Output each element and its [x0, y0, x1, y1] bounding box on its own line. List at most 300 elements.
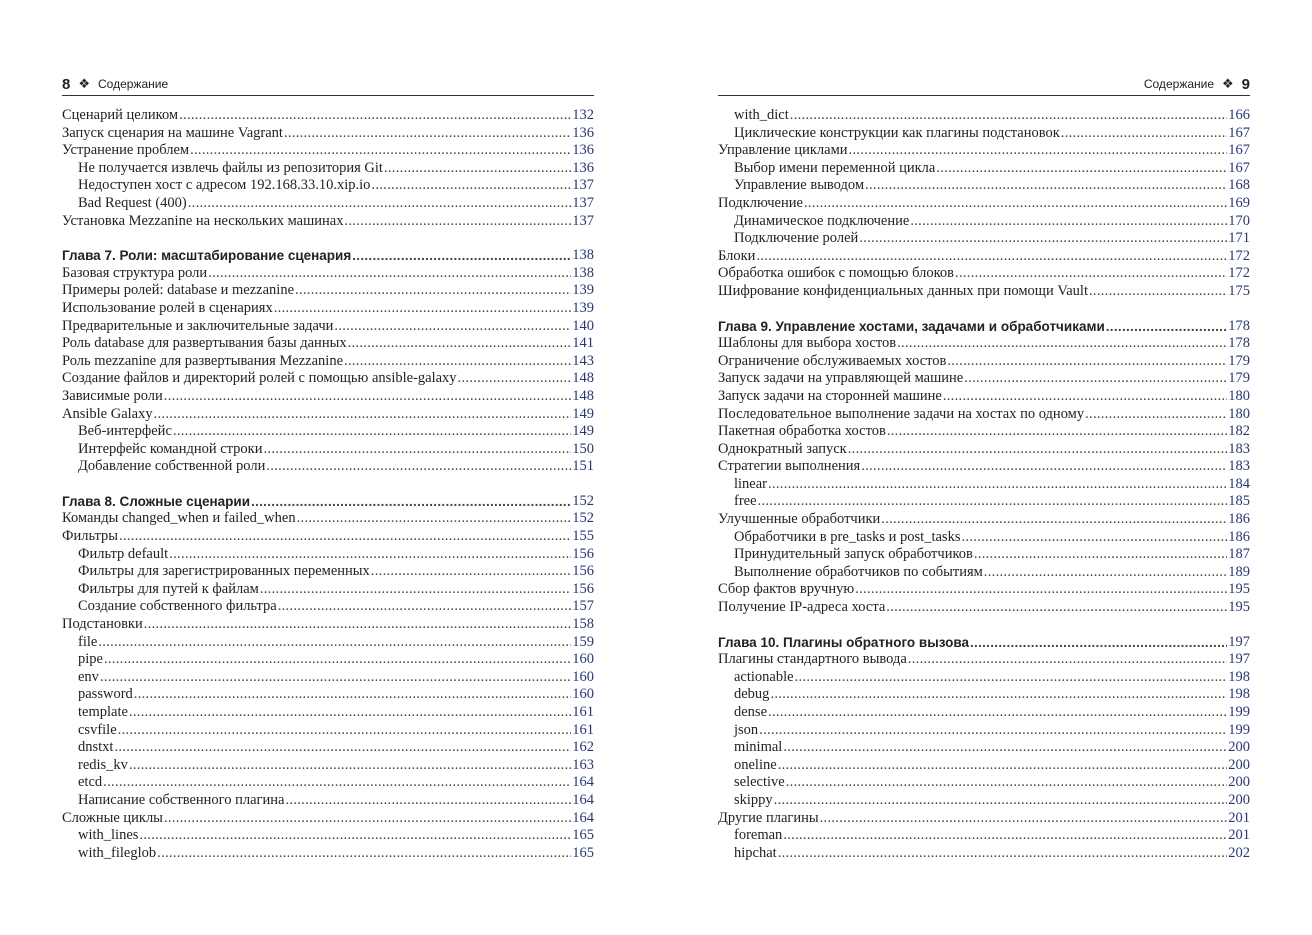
toc-entry-title: with_fileglob: [78, 844, 157, 861]
right-page-number: 9: [1241, 75, 1250, 93]
toc-entry-title: Предварительные и заключительные задачи: [62, 317, 334, 334]
dot-leader: [756, 248, 1227, 266]
toc-entry-title: Команды changed_when и failed_when: [62, 510, 296, 527]
dot-leader: [848, 441, 1228, 459]
toc-subsection-entry[interactable]: [62, 757, 594, 775]
toc-entry-title: Глава 7. Роли: масштабирование сценария: [62, 248, 352, 264]
toc-subsection-entry[interactable]: [62, 441, 594, 459]
toc-entry-page-number: 197: [1228, 651, 1250, 668]
toc-entry-page-number: 167: [1228, 124, 1250, 141]
toc-entry-page-number: 152: [572, 510, 594, 527]
dot-leader: [886, 599, 1227, 617]
toc-entry-page-number: 167: [1228, 159, 1250, 176]
chapter-spacer: [62, 230, 594, 247]
toc-subsection-entry[interactable]: [718, 546, 1250, 564]
toc-subsection-entry[interactable]: [718, 493, 1250, 511]
toc-entry-title: actionable: [734, 668, 794, 685]
dot-leader: [778, 757, 1228, 775]
toc-entry-title: Обработка ошибок с помощью блоков: [718, 265, 955, 282]
dot-leader: [134, 686, 571, 704]
toc-entry-page-number: 139: [572, 282, 594, 299]
toc-section-entry[interactable]: [718, 581, 1250, 599]
toc-entry-page-number: 195: [1228, 581, 1250, 598]
toc-entry-title: Подключение: [718, 194, 803, 211]
dot-leader: [371, 177, 571, 195]
toc-entry-page-number: 200: [1228, 791, 1250, 808]
toc-subsection-entry[interactable]: [62, 739, 594, 757]
toc-entry-page-number: 178: [1228, 317, 1250, 334]
toc-entry-page-number: 171: [1228, 230, 1250, 247]
dot-leader: [1061, 125, 1227, 143]
dot-leader: [352, 247, 571, 265]
dot-leader: [458, 370, 572, 388]
toc-entry-title: Обработчики в pre_tasks и post_tasks: [734, 528, 961, 545]
toc-subsection-entry[interactable]: [62, 458, 594, 476]
dot-leader: [295, 282, 571, 300]
ornament-icon: ❖: [78, 76, 90, 91]
toc-entry-page-number: 195: [1228, 599, 1250, 616]
toc-subsection-entry[interactable]: [62, 546, 594, 564]
toc-section-entry[interactable]: [62, 335, 594, 353]
toc-section-entry[interactable]: [718, 441, 1250, 459]
dot-leader: [786, 774, 1228, 792]
toc-entry-page-number: 183: [1228, 458, 1250, 475]
toc-entry-title: Циклические конструкции как плагины подстановок: [734, 124, 1060, 141]
dot-leader: [344, 353, 571, 371]
dot-leader: [855, 581, 1227, 599]
toc-section-entry[interactable]: [62, 300, 594, 318]
toc-subsection-entry[interactable]: [718, 827, 1250, 845]
toc-entry-title: Плагины стандартного вывода: [718, 651, 907, 668]
toc-section-entry[interactable]: [62, 510, 594, 528]
toc-entry-page-number: 149: [572, 405, 594, 422]
toc-entry-title: Динамическое подключение: [734, 212, 910, 229]
toc-entry-page-number: 175: [1228, 282, 1250, 299]
toc-entry-page-number: 157: [572, 598, 594, 615]
toc-entry-title: Фильтр default: [78, 545, 169, 562]
dot-leader: [910, 213, 1227, 231]
toc-subsection-entry[interactable]: [718, 792, 1250, 810]
toc-entry-title: Другие плагины: [718, 809, 819, 826]
toc-entry-page-number: 180: [1228, 405, 1250, 422]
toc-entry-page-number: 139: [572, 299, 594, 316]
toc-entry-page-number: 200: [1228, 756, 1250, 773]
toc-subsection-entry[interactable]: [62, 195, 594, 213]
toc-section-entry[interactable]: [62, 318, 594, 336]
toc-section-entry[interactable]: [718, 388, 1250, 406]
toc-entry-page-number: 155: [572, 528, 594, 545]
toc-entry-title: Сценарий целиком: [62, 107, 179, 123]
dot-leader: [384, 160, 571, 178]
dot-leader: [103, 774, 571, 792]
toc-entry-page-number: 156: [572, 545, 594, 562]
toc-subsection-entry[interactable]: [718, 757, 1250, 775]
toc-entry-title: Шаблоны для выбора хостов: [718, 335, 897, 352]
toc-entry-page-number: 199: [1228, 721, 1250, 738]
toc-entry-title: Подстановки: [62, 616, 143, 633]
dot-leader: [984, 564, 1227, 582]
toc-section-entry[interactable]: [62, 107, 594, 125]
toc-subsection-entry[interactable]: [62, 423, 594, 441]
toc-entry-title: Однократный запуск: [718, 440, 847, 457]
toc-entry-title: Запуск задачи на управляющей машине: [718, 370, 964, 387]
dot-leader: [278, 598, 572, 616]
dot-leader: [861, 458, 1227, 476]
toc-entry-page-number: 136: [572, 142, 594, 159]
dot-leader: [119, 528, 571, 546]
dot-leader: [118, 722, 572, 740]
dot-leader: [114, 739, 571, 757]
toc-entry-page-number: 172: [1228, 247, 1250, 264]
toc-section-entry[interactable]: [718, 599, 1250, 617]
toc-entry-page-number: 166: [1228, 107, 1250, 123]
dot-leader: [964, 370, 1227, 388]
toc-subsection-entry[interactable]: [62, 563, 594, 581]
toc-entry-title: Принудительный запуск обработчиков: [734, 546, 973, 563]
toc-subsection-entry[interactable]: [62, 827, 594, 845]
dot-leader: [285, 792, 571, 810]
toc-entry-title: Устранение проблем: [62, 142, 190, 159]
dot-leader: [790, 107, 1227, 125]
dot-leader: [820, 810, 1228, 828]
toc-subsection-entry[interactable]: [62, 722, 594, 740]
left-running-title: Содержание: [98, 77, 169, 91]
toc-section-entry[interactable]: [62, 388, 594, 406]
toc-section-entry[interactable]: [62, 810, 594, 828]
dot-leader: [768, 476, 1227, 494]
toc-entry-title: csvfile: [78, 721, 117, 738]
dot-leader: [139, 827, 571, 845]
toc-entry-title: minimal: [734, 739, 783, 756]
toc-subsection-entry[interactable]: [718, 564, 1250, 582]
dot-leader: [144, 616, 572, 634]
toc-entry-page-number: 148: [572, 387, 594, 404]
toc-entry-title: Сложные циклы: [62, 809, 163, 826]
toc-entry-page-number: 156: [572, 580, 594, 597]
toc-subsection-entry[interactable]: [62, 581, 594, 599]
toc-section-entry[interactable]: [718, 511, 1250, 529]
toc-entry-page-number: 168: [1228, 177, 1250, 194]
dot-leader: [173, 423, 571, 441]
toc-entry-page-number: 189: [1228, 563, 1250, 580]
dot-leader: [947, 353, 1227, 371]
toc-section-entry[interactable]: [718, 283, 1250, 301]
toc-section-entry[interactable]: [718, 423, 1250, 441]
dot-leader: [881, 511, 1227, 529]
toc-entry-page-number: 161: [572, 721, 594, 738]
toc-entry-page-number: 159: [572, 633, 594, 650]
toc-section-entry[interactable]: [718, 651, 1250, 669]
dot-leader: [865, 177, 1227, 195]
toc-entry-title: Шифрование конфиденциальных данных при помощи Vault: [718, 282, 1088, 299]
dot-leader: [169, 546, 571, 564]
toc-entry-page-number: 172: [1228, 265, 1250, 282]
toc-entry-title: file: [78, 633, 98, 650]
toc-entry-title: password: [78, 686, 133, 703]
toc-entry-page-number: 158: [572, 616, 594, 633]
toc-entry-page-number: 137: [572, 194, 594, 211]
toc-entry-title: Улучшенные обработчики: [718, 511, 881, 528]
toc-entry-title: Фильтры для зарегистрированных переменных: [78, 563, 370, 580]
toc-entry-title: json: [734, 721, 759, 738]
toc-entry-page-number: 138: [572, 247, 594, 264]
toc-entry-page-number: 164: [572, 791, 594, 808]
toc-entry-title: Пакетная обработка хостов: [718, 423, 886, 440]
toc-entry-page-number: 198: [1228, 668, 1250, 685]
toc-subsection-entry[interactable]: [62, 598, 594, 616]
toc-section-entry[interactable]: [718, 142, 1250, 160]
dot-leader: [778, 845, 1228, 863]
toc-subsection-entry[interactable]: [718, 704, 1250, 722]
toc-subsection-entry[interactable]: [718, 774, 1250, 792]
toc-section-entry[interactable]: [718, 248, 1250, 266]
toc-section-entry[interactable]: [718, 810, 1250, 828]
toc-entry-page-number: 141: [572, 335, 594, 352]
toc-subsection-entry[interactable]: [62, 792, 594, 810]
toc-entry-page-number: 161: [572, 704, 594, 720]
toc-section-entry[interactable]: [62, 265, 594, 283]
dot-leader: [768, 704, 1227, 722]
toc-entry-page-number: 136: [572, 124, 594, 141]
toc-entry-title: etcd: [78, 774, 103, 791]
toc-subsection-entry[interactable]: [62, 160, 594, 178]
toc-entry-title: template: [78, 704, 128, 720]
dot-leader: [795, 669, 1228, 687]
toc-entry-title: debug: [734, 686, 770, 703]
toc-entry-title: pipe: [78, 651, 103, 668]
toc-entry-title: Ansible Galaxy: [62, 405, 153, 422]
toc-entry-title: Запуск задачи на сторонней машине: [718, 387, 942, 404]
dot-leader: [1106, 318, 1228, 336]
toc-subsection-entry[interactable]: [62, 704, 594, 722]
toc-entry-page-number: 186: [1228, 528, 1250, 545]
toc-entry-title: Примеры ролей: database и mezzanine: [62, 282, 295, 299]
toc-subsection-entry[interactable]: [718, 669, 1250, 687]
toc-section-entry[interactable]: [718, 335, 1250, 353]
toc-subsection-entry[interactable]: [62, 669, 594, 687]
dot-leader: [970, 634, 1227, 652]
toc-section-entry[interactable]: [62, 142, 594, 160]
toc-section-entry[interactable]: [718, 195, 1250, 213]
dot-leader: [759, 722, 1227, 740]
dot-leader: [208, 265, 571, 283]
toc-entry-page-number: 164: [572, 809, 594, 826]
toc-entry-page-number: 138: [572, 264, 594, 281]
toc-entry-page-number: 184: [1228, 475, 1250, 492]
toc-entry-page-number: 180: [1228, 387, 1250, 404]
toc-section-entry[interactable]: [62, 282, 594, 300]
toc-entry-page-number: 201: [1228, 809, 1250, 826]
toc-entry-page-number: 186: [1228, 511, 1250, 528]
toc-section-entry[interactable]: [62, 406, 594, 424]
toc-section-entry[interactable]: [718, 458, 1250, 476]
toc-entry-title: selective: [734, 774, 785, 791]
toc-entry-title: Запуск сценария на машине Vagrant: [62, 124, 283, 141]
toc-entry-page-number: 178: [1228, 335, 1250, 352]
dot-leader: [344, 213, 571, 231]
left-toc-list: [62, 107, 594, 862]
toc-entry-title: env: [78, 668, 99, 685]
toc-entry-page-number: 163: [572, 756, 594, 773]
toc-entry-page-number: 170: [1228, 212, 1250, 229]
toc-entry-page-number: 199: [1228, 704, 1250, 720]
toc-entry-title: Веб-интерфейс: [78, 423, 172, 440]
toc-entry-title: linear: [734, 475, 768, 492]
toc-entry-page-number: 160: [572, 686, 594, 703]
toc-entry-page-number: 167: [1228, 142, 1250, 159]
toc-entry-title: dnstxt: [78, 739, 114, 756]
toc-subsection-entry[interactable]: [718, 213, 1250, 231]
toc-subsection-entry[interactable]: [718, 686, 1250, 704]
dot-leader: [297, 510, 572, 528]
toc-entry-title: Глава 9. Управление хостами, задачами и обработчиками: [718, 318, 1105, 334]
toc-entry-page-number: 143: [572, 352, 594, 369]
toc-entry-title: hipchat: [734, 844, 777, 861]
toc-entry-page-number: 200: [1228, 739, 1250, 756]
toc-chapter-entry[interactable]: [718, 318, 1250, 336]
toc-entry-title: Глава 10. Плагины обратного вызова: [718, 634, 969, 650]
toc-entry-title: Базовая структура роли: [62, 264, 208, 281]
dot-leader: [1089, 283, 1227, 301]
right-page: [718, 0, 1250, 935]
toc-entry-page-number: 179: [1228, 352, 1250, 369]
toc-subsection-entry[interactable]: [718, 529, 1250, 547]
toc-entry-page-number: 152: [572, 492, 594, 509]
dot-leader: [129, 757, 571, 775]
toc-entry-title: Стратегии выполнения: [718, 458, 861, 475]
toc-entry-page-number: 185: [1228, 493, 1250, 510]
left-page: [62, 0, 594, 935]
toc-entry-page-number: 137: [572, 177, 594, 194]
dot-leader: [943, 388, 1227, 406]
toc-entry-title: Сбор фактов вручную: [718, 581, 855, 598]
dot-leader: [804, 195, 1227, 213]
toc-entry-title: Создание файлов и директорий ролей с помощью ansible-galaxy: [62, 370, 457, 387]
toc-section-entry[interactable]: [718, 370, 1250, 388]
toc-entry-page-number: 151: [572, 458, 594, 475]
dot-leader: [251, 493, 571, 511]
toc-subsection-entry[interactable]: [62, 651, 594, 669]
toc-subsection-entry[interactable]: [62, 177, 594, 195]
toc-subsection-entry[interactable]: [718, 230, 1250, 248]
chapter-spacer: [718, 301, 1250, 318]
toc-subsection-entry[interactable]: [62, 774, 594, 792]
dot-leader: [179, 107, 571, 125]
toc-entry-title: with_lines: [78, 827, 139, 844]
toc-subsection-entry[interactable]: [62, 686, 594, 704]
toc-section-entry[interactable]: [62, 125, 594, 143]
toc-chapter-entry[interactable]: [62, 247, 594, 265]
dot-leader: [98, 634, 571, 652]
dot-leader: [154, 406, 572, 424]
toc-section-entry[interactable]: [62, 370, 594, 388]
toc-entry-title: Недоступен хост с адресом 192.168.33.10.xip.io: [78, 177, 371, 194]
toc-entry-page-number: 179: [1228, 370, 1250, 387]
toc-entry-title: Зависимые роли: [62, 387, 163, 404]
toc-subsection-entry[interactable]: [718, 177, 1250, 195]
left-page-header: [62, 73, 594, 96]
toc-entry-title: Не получается извлечь файлы из репозитория Git: [78, 159, 383, 176]
dot-leader: [371, 563, 571, 581]
toc-entry-page-number: 169: [1228, 194, 1250, 211]
dot-leader: [188, 195, 572, 213]
toc-entry-page-number: 200: [1228, 774, 1250, 791]
toc-entry-title: Фильтры: [62, 528, 119, 545]
toc-entry-title: Последовательное выполнение задачи на хостах по одному: [718, 405, 1085, 422]
toc-entry-title: Роль database для развертывания базы данных: [62, 335, 347, 352]
toc-entry-page-number: 160: [572, 668, 594, 685]
toc-entry-title: Установка Mezzanine на нескольких машинах: [62, 212, 344, 229]
toc-subsection-entry[interactable]: [62, 845, 594, 863]
dot-leader: [783, 739, 1227, 757]
dot-leader: [157, 845, 571, 863]
toc-entry-title: Интерфейс командной строки: [78, 440, 263, 457]
toc-section-entry[interactable]: [718, 265, 1250, 283]
dot-leader: [961, 529, 1227, 547]
toc-subsection-entry[interactable]: [62, 634, 594, 652]
dot-leader: [274, 300, 572, 318]
toc-entry-title: skippy: [734, 791, 773, 808]
toc-subsection-entry[interactable]: [718, 722, 1250, 740]
dot-leader: [100, 669, 571, 687]
toc-entry-page-number: 149: [572, 423, 594, 440]
toc-section-entry[interactable]: [62, 213, 594, 231]
dot-leader: [266, 458, 571, 476]
toc-entry-page-number: 132: [572, 107, 594, 123]
dot-leader: [264, 441, 572, 459]
toc-entry-page-number: 198: [1228, 686, 1250, 703]
toc-subsection-entry[interactable]: [718, 476, 1250, 494]
toc-entry-page-number: 156: [572, 563, 594, 580]
toc-entry-title: Управление циклами: [718, 142, 848, 159]
dot-leader: [260, 581, 571, 599]
toc-chapter-entry[interactable]: [718, 634, 1250, 652]
toc-section-entry[interactable]: [62, 528, 594, 546]
toc-entry-page-number: 160: [572, 651, 594, 668]
toc-entry-page-number: 162: [572, 739, 594, 756]
toc-entry-page-number: 140: [572, 317, 594, 334]
dot-leader: [936, 160, 1227, 178]
toc-subsection-entry[interactable]: [718, 160, 1250, 178]
dot-leader: [974, 546, 1227, 564]
toc-entry-title: Выполнение обработчиков по событиям: [734, 563, 983, 580]
dot-leader: [1085, 406, 1227, 424]
toc-entry-title: Фильтры для путей к файлам: [78, 580, 259, 597]
dot-leader: [849, 142, 1228, 160]
toc-section-entry[interactable]: [62, 616, 594, 634]
dot-leader: [190, 142, 571, 160]
toc-subsection-entry[interactable]: [718, 107, 1250, 125]
toc-subsection-entry[interactable]: [718, 125, 1250, 143]
dot-leader: [284, 125, 571, 143]
dot-leader: [955, 265, 1227, 283]
dot-leader: [129, 704, 571, 722]
dot-leader: [783, 827, 1227, 845]
toc-entry-page-number: 201: [1228, 827, 1250, 844]
toc-entry-title: Написание собственного плагина: [78, 791, 285, 808]
toc-entry-page-number: 150: [572, 440, 594, 457]
toc-section-entry[interactable]: [718, 406, 1250, 424]
right-toc-list: [718, 107, 1250, 862]
dot-leader: [348, 335, 572, 353]
dot-leader: [334, 318, 571, 336]
toc-subsection-entry[interactable]: [718, 739, 1250, 757]
toc-subsection-entry[interactable]: [718, 845, 1250, 863]
toc-section-entry[interactable]: [718, 353, 1250, 371]
toc-chapter-entry[interactable]: [62, 493, 594, 511]
ornament-icon: ❖: [1222, 76, 1234, 91]
toc-section-entry[interactable]: [62, 353, 594, 371]
